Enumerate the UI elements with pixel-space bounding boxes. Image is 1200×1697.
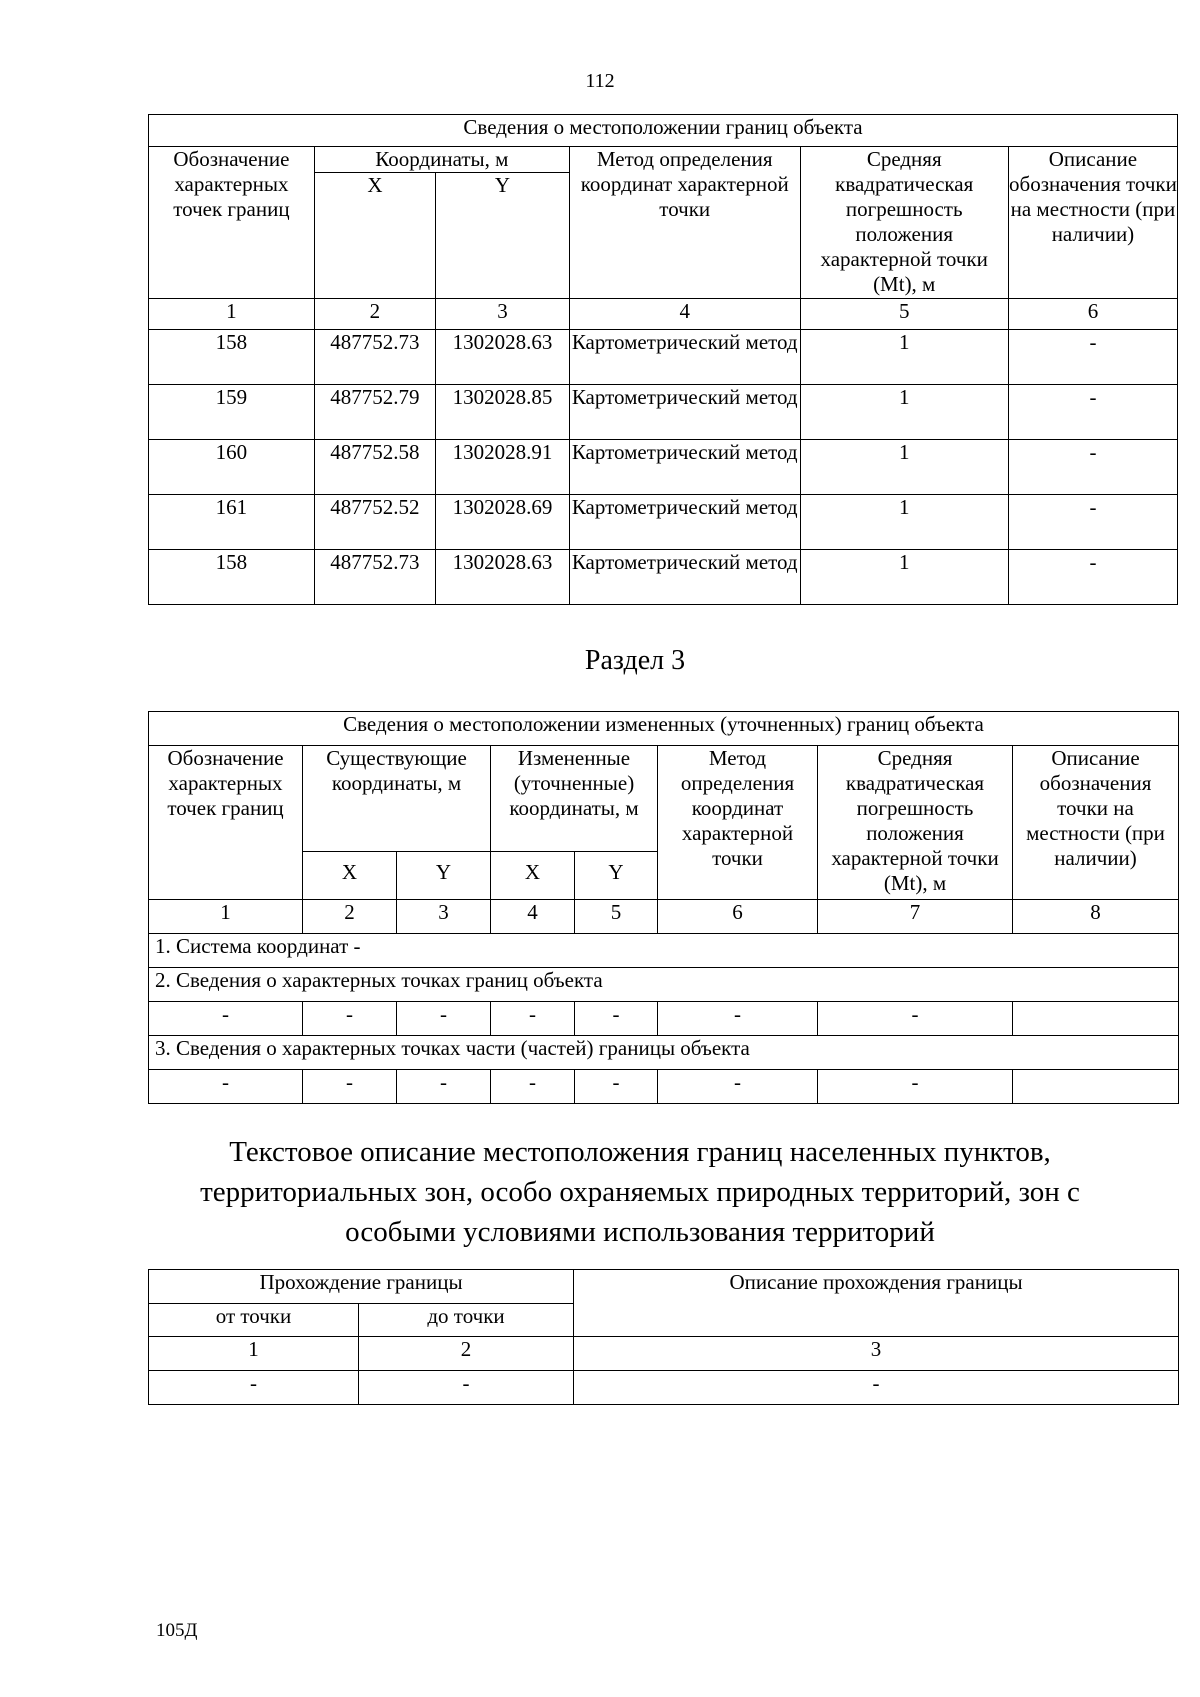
header-error: Средняя квадратическая погрешность положения характерной точки (Mt), м (800, 147, 1008, 299)
table-row (149, 495, 1178, 550)
method: Картометрический метод (569, 440, 800, 495)
error: 1 (800, 440, 1008, 495)
coord-x: 487752.73 (314, 550, 435, 605)
column-number: 2 (359, 1337, 574, 1371)
table-title: Сведения о местоположении границ объекта (149, 115, 1178, 147)
table-row (149, 1002, 1179, 1036)
cell: - (149, 1070, 303, 1104)
cell: - (818, 1002, 1013, 1036)
cell: - (303, 1070, 397, 1104)
column-number: 3 (397, 900, 491, 934)
cell: - (575, 1002, 658, 1036)
coord-x: 487752.58 (314, 440, 435, 495)
point-id: 159 (149, 385, 315, 440)
point-id: 158 (149, 330, 315, 385)
header-coordinates: Координаты, м (314, 147, 569, 173)
column-number: 1 (149, 1337, 359, 1371)
header-y: Y (435, 173, 569, 299)
column-number: 7 (818, 900, 1013, 934)
column-number: 4 (491, 900, 575, 934)
cell: - (658, 1070, 818, 1104)
header-from-point: от точки (149, 1304, 359, 1337)
error: 1 (800, 550, 1008, 605)
header-method: Метод определения координат характерной точки (658, 746, 818, 900)
description: - (1008, 385, 1177, 440)
column-number: 8 (1013, 900, 1179, 934)
table-row (149, 440, 1178, 495)
cell: - (491, 1070, 575, 1104)
cell: - (397, 1070, 491, 1104)
header-y: Y (397, 852, 491, 900)
error: 1 (800, 330, 1008, 385)
column-number: 3 (574, 1337, 1179, 1371)
cell: - (574, 1371, 1179, 1405)
column-number: 6 (658, 900, 818, 934)
coord-x: 487752.52 (314, 495, 435, 550)
method: Картометрический метод (569, 330, 800, 385)
point-id: 158 (149, 550, 315, 605)
column-number: 1 (149, 299, 315, 330)
header-x: X (314, 173, 435, 299)
method: Картометрический метод (569, 385, 800, 440)
coordinate-system-row: 1. Система координат - (149, 934, 1179, 968)
cell: - (575, 1070, 658, 1104)
header-description: Описание обозначения точки на местности (при наличии) (1013, 746, 1179, 900)
header-passage: Прохождение границы (149, 1270, 574, 1304)
description: - (1008, 440, 1177, 495)
column-number: 6 (1008, 299, 1177, 330)
cell (1013, 1070, 1179, 1104)
section2-label: 2. Сведения о характерных точках границ объекта (149, 968, 1179, 1002)
column-number: 5 (575, 900, 658, 934)
column-number: 5 (800, 299, 1008, 330)
column-number: 2 (314, 299, 435, 330)
method: Картометрический метод (569, 495, 800, 550)
header-method: Метод определения координат характерной точки (569, 147, 800, 299)
header-passage-description: Описание прохождения границы (574, 1270, 1179, 1337)
document-code: 105Д (156, 1620, 198, 1641)
coord-y: 1302028.63 (435, 550, 569, 605)
table-row (149, 385, 1178, 440)
cell: - (818, 1070, 1013, 1104)
header-designation: Обозначение характерных точек границ (149, 746, 303, 900)
table-title: Сведения о местоположении измененных (уточненных) границ объекта (149, 712, 1179, 746)
table-row (149, 1371, 1179, 1405)
header-y: Y (575, 852, 658, 900)
coord-y: 1302028.91 (435, 440, 569, 495)
header-x: X (491, 852, 575, 900)
cell (1013, 1002, 1179, 1036)
cell: - (658, 1002, 818, 1036)
description: - (1008, 495, 1177, 550)
header-x: X (303, 852, 397, 900)
cell: - (149, 1002, 303, 1036)
coord-y: 1302028.85 (435, 385, 569, 440)
boundary-passage-table (148, 1269, 1179, 1405)
cell: - (397, 1002, 491, 1036)
cell: - (491, 1002, 575, 1036)
header-description: Описание обозначения точки на местности (при наличии) (1008, 147, 1177, 299)
changed-boundaries-table (148, 711, 1179, 1104)
header-existing-coordinates: Существующие координаты, м (303, 746, 491, 852)
error: 1 (800, 385, 1008, 440)
description: - (1008, 330, 1177, 385)
coord-y: 1302028.69 (435, 495, 569, 550)
point-id: 160 (149, 440, 315, 495)
header-designation: Обозначение характерных точек границ (149, 147, 315, 299)
table-row (149, 1070, 1179, 1104)
coord-x: 487752.73 (314, 330, 435, 385)
table-row (149, 330, 1178, 385)
column-number: 1 (149, 900, 303, 934)
cell: - (359, 1371, 574, 1405)
page-number: 112 (585, 70, 615, 92)
error: 1 (800, 495, 1008, 550)
boundary-location-table (148, 114, 1178, 605)
cell: - (149, 1371, 359, 1405)
section-title: Раздел 3 (584, 645, 686, 676)
header-error: Средняя квадратическая погрешность положения характерной точки (Mt), м (818, 746, 1013, 900)
text-description-title: Текстовое описание местоположения границ населенных пунктов, территориальных зон, особо охраняемых природных территорий, зон с особыми условиями использования территорий (200, 1136, 1080, 1248)
method: Картометрический метод (569, 550, 800, 605)
column-number: 2 (303, 900, 397, 934)
header-to-point: до точки (359, 1304, 574, 1337)
description: - (1008, 550, 1177, 605)
section3-label: 3. Сведения о характерных точках части (частей) границы объекта (149, 1036, 1179, 1070)
column-number: 3 (435, 299, 569, 330)
header-changed-coordinates: Измененные (уточненные) координаты, м (491, 746, 658, 852)
table-row (149, 550, 1178, 605)
cell: - (303, 1002, 397, 1036)
coord-y: 1302028.63 (435, 330, 569, 385)
column-number: 4 (569, 299, 800, 330)
coord-x: 487752.79 (314, 385, 435, 440)
point-id: 161 (149, 495, 315, 550)
